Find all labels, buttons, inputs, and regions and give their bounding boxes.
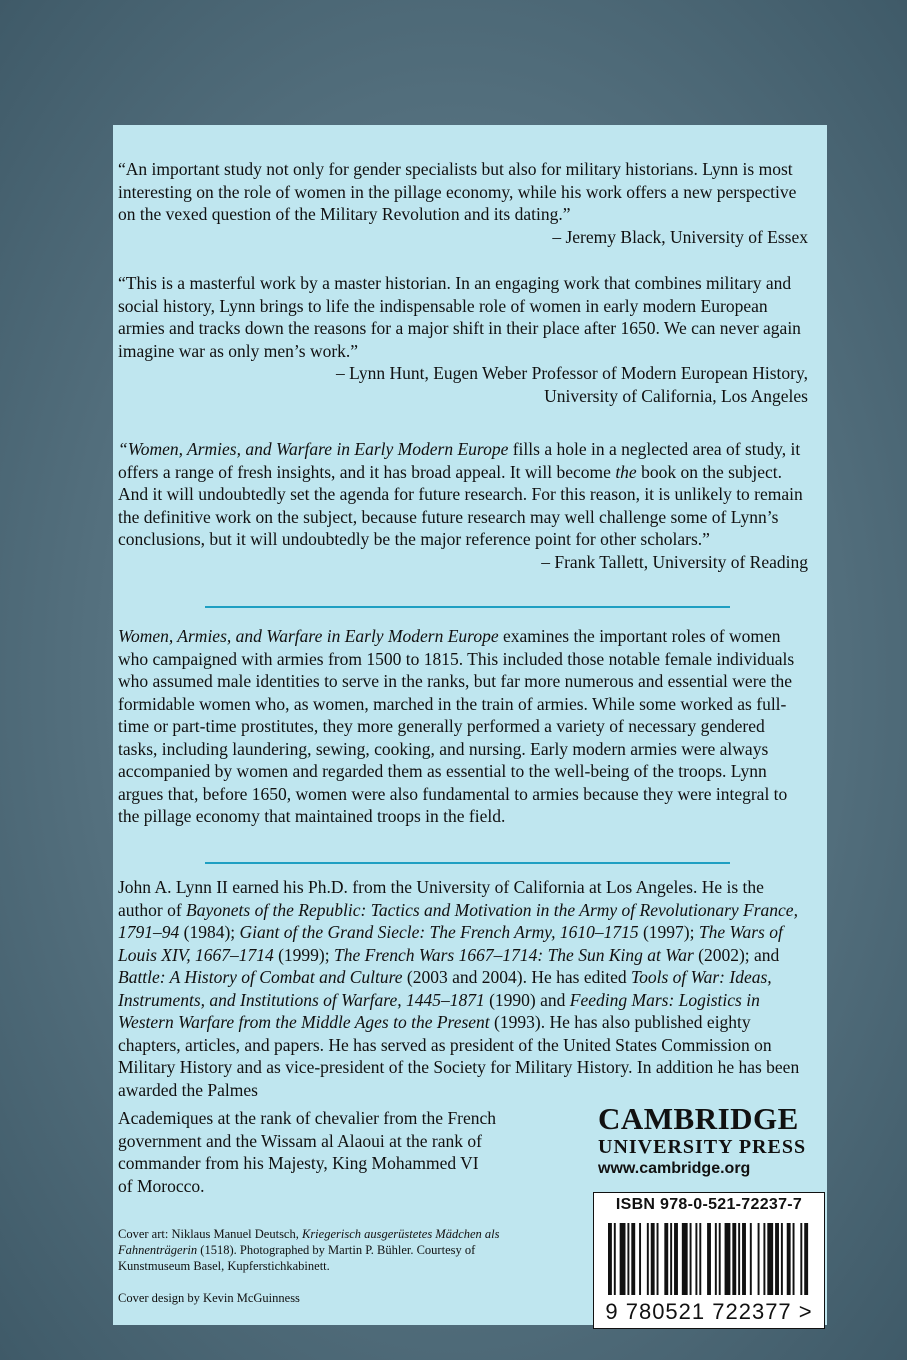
- credit-text: (1518). Photographed by Martin P. Bühler. Courtesy of Kunstmuseum Basel, Kupferstichkabinett.: [118, 1243, 476, 1273]
- barcode-bar: [763, 1223, 765, 1295]
- bio-line: government and the Wissam al Alaoui at the rank of: [118, 1130, 482, 1151]
- book-title: Feeding Mars: Logistics in Western Warfare from the Middle Ages to the Present: [118, 989, 760, 1032]
- book-title: Tools of War: Ideas, Instruments, and Institutions of Warfare, 1445–1871: [118, 967, 772, 1010]
- bio-line: Academiques at the rank of chevalier from the French: [118, 1108, 497, 1128]
- divider-rule: [205, 606, 730, 608]
- book-title: Women, Armies, and Warfare in Early Modern Europe: [118, 626, 499, 646]
- artwork-title: Kriegerisch ausgerüstetes Mädchen als Fahnenträgerin: [118, 1227, 500, 1257]
- barcode-bar: [804, 1223, 808, 1295]
- quote-attribution: – Jeremy Black, University of Essex: [552, 226, 808, 247]
- barcode-bar: [620, 1223, 626, 1295]
- quote-text: [118, 438, 808, 551]
- review-quote-tallett: [118, 438, 808, 573]
- book-description: [118, 625, 808, 828]
- barcode-bar: [800, 1223, 802, 1295]
- barcode-bar: [732, 1223, 736, 1295]
- bio-line: of Morocco.: [118, 1175, 205, 1196]
- book-title: “Women, Armies, and Warfare in Early Modern Europe: [118, 439, 509, 459]
- barcode-bar: [781, 1223, 783, 1295]
- barcode-bar: [750, 1223, 752, 1295]
- author-bio: [118, 876, 808, 1101]
- review-quote-black: [118, 158, 808, 248]
- quote-text-part: book on the subject. And it will undoubtedly set the agenda for future research. For this reason, it is unlikely to remain the definitive work on the subject, because future research may well challenge some of Lynn’s conclusions, but it will undoubtedly be the major reference point for other scholars.”: [118, 461, 803, 549]
- barcode-bar: [674, 1223, 678, 1295]
- publisher-name: CAMBRIDGE: [598, 1101, 799, 1136]
- barcode-bar: [608, 1223, 612, 1295]
- barcode-bar: [719, 1223, 721, 1295]
- bio-text: (1999);: [273, 944, 335, 965]
- barcode-bar: [614, 1223, 616, 1295]
- divider-rule: [205, 862, 730, 864]
- barcode-bar: [647, 1223, 649, 1295]
- barcode-bar: [742, 1223, 746, 1295]
- barcode-bar: [738, 1223, 740, 1295]
- publisher-url: www.cambridge.org: [598, 1160, 751, 1177]
- cover-design-credit: Cover design by Kevin McGuinness: [118, 1291, 300, 1305]
- review-quote-hunt: [118, 272, 808, 407]
- barcode-bar: [631, 1223, 635, 1295]
- barcode-bar: [758, 1223, 760, 1295]
- barcode-bar: [670, 1223, 672, 1295]
- bio-text: (1984);: [179, 922, 240, 942]
- bio-text: (1990) and: [484, 989, 570, 1010]
- quote-text: “This is a masterful work by a master historian. In an engaging work that combines military and social history, Lynn brings to life the indispensable role of women in early modern European armies and tracks down the reasons for a major shift in their place after 1650. We can never again imagine war as only men’s work.”: [118, 273, 801, 361]
- description-text: examines the important roles of women who campaigned with armies from 1500 to 1815. This included those notable female individuals who assumed male identities to serve in the ranks, but far more numerous and essential were the formidable women who, as women, marched in the train of armies. While some worked as full-time or part-time prostitutes, they more generally performed a variety of necessary gendered tasks, including laundering, sewing, cooking, and nursing. Early modern armies were always accompanied by women and regarded them as essential to the well-being of the troops. Lynn argues that, before 1650, women were also fundamental to armies because they were integral to the pillage economy that maintained troops in the field.: [118, 626, 795, 826]
- bio-text: (1997);: [638, 922, 699, 942]
- barcode-bar: [767, 1223, 773, 1295]
- author-bio-tail: [118, 1107, 568, 1197]
- quote-text-part: fills a hole in a neglected area of study, it offers a range of fresh insights, and it has broad appeal. It will become: [118, 439, 801, 482]
- barcode-bar: [664, 1223, 668, 1295]
- quote-text: “An important study not only for gender specialists but also for military historians. Lynn is most interesting on the role of women in the pillage economy, while his work offers a new perspective on the vexed question of the Military Revolution and its dating.”: [118, 159, 797, 224]
- book-title: Bayonets of the Republic: Tactics and Motivation in the Army of Revolutionary France, 1791–94: [118, 899, 798, 942]
- barcode-bar: [725, 1223, 731, 1295]
- bio-line: commander from his Majesty, King Mohammed VI: [118, 1153, 479, 1173]
- quote-attribution-line2: University of California, Los Angeles: [544, 385, 808, 406]
- barcode-bar: [715, 1223, 717, 1295]
- barcode-bar: [682, 1223, 688, 1295]
- barcode-bar: [690, 1223, 692, 1295]
- book-title: The French Wars 1667–1714: The Sun King at War: [334, 944, 694, 965]
- cover-art-credit: [118, 1226, 548, 1274]
- bio-text: (2002); and: [693, 944, 780, 965]
- credit-text: Cover art: Niklaus Manuel Deutsch,: [118, 1227, 302, 1241]
- publisher-logo: [598, 1103, 828, 1179]
- emphasis: the: [615, 461, 637, 482]
- barcode-bar: [787, 1223, 791, 1295]
- quote-attribution-line1: – Lynn Hunt, Eugen Weber Professor of Modern European History,: [336, 363, 808, 383]
- barcode-bar: [651, 1223, 655, 1295]
- book-title: Battle: A History of Combat and Culture: [118, 967, 403, 987]
- isbn-barcode: [593, 1192, 825, 1329]
- quote-attribution: – Frank Tallett, University of Reading: [541, 551, 808, 572]
- bio-text: (2003 and 2004). He has edited: [402, 967, 631, 987]
- barcode-bar: [775, 1223, 779, 1295]
- book-title: Giant of the Grand Siecle: The French Army, 1610–1715: [239, 922, 639, 942]
- book-title: The Wars of Louis XIV, 1667–1714: [118, 922, 783, 965]
- isbn-label: ISBN 978-0-521-72237-7: [615, 1196, 803, 1213]
- bio-text: John A. Lynn II earned his Ph.D. from the University of California at Los Angeles. He is the author of: [118, 877, 764, 920]
- barcode-bars: [608, 1223, 812, 1305]
- barcode-bar: [699, 1223, 701, 1295]
- publisher-subname: UNIVERSITY PRESS: [598, 1136, 807, 1158]
- barcode-bar: [657, 1223, 659, 1295]
- barcode-bar: [639, 1223, 641, 1295]
- bio-text: (1993). He has also published eighty chapters, articles, and papers. He has served as president of the United States Commission on Military History and as vice-president of the Society for Military History. In addition he has been awarded the Palmes: [118, 1012, 800, 1100]
- barcode-bar: [695, 1223, 697, 1295]
- barcode-bar: [707, 1223, 711, 1295]
- barcode-bar: [793, 1223, 795, 1295]
- barcode-digits: 9 780521 722377 >: [605, 1299, 813, 1324]
- barcode-bar: [627, 1223, 629, 1295]
